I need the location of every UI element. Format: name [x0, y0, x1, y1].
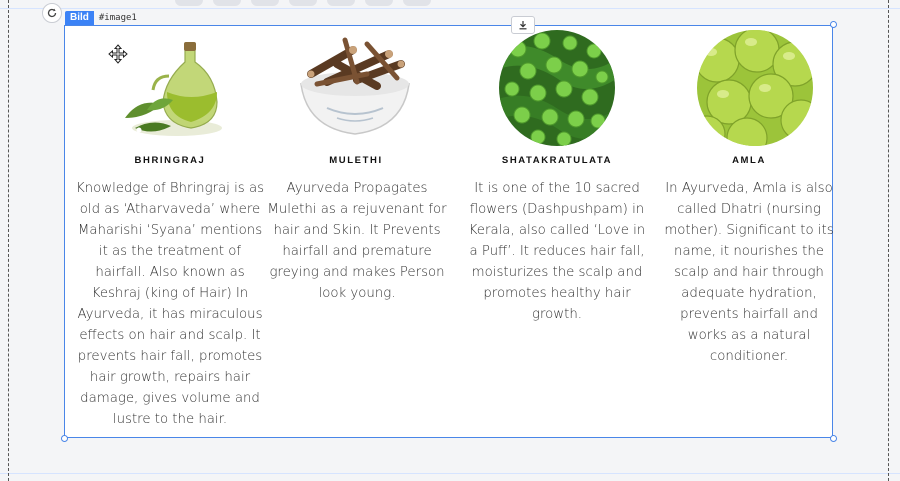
herb-title-shatakratulata: SHATAKRATULATA	[501, 155, 613, 166]
resize-handle-top-right[interactable]	[830, 21, 837, 28]
rotate-icon	[46, 7, 58, 19]
left-guide-line	[8, 0, 9, 481]
top-guide-line	[0, 8, 900, 9]
move-icon[interactable]	[108, 44, 128, 64]
amla-fruit-image	[697, 30, 813, 146]
top-placeholder-strip	[175, 0, 431, 6]
herb-title-amla: AMLA	[732, 155, 766, 166]
mulethi-root-image	[297, 34, 413, 144]
shatakratulata-berries-image	[498, 29, 616, 147]
herb-description-shatakratulata: It is one of the 10 sacred flowers (Dashpushpam) in Kerala, also called ‘Love in a Puff’. It reduces hair fall, moisturizes the scalp and promotes healthy hair growth.	[468, 181, 646, 322]
download-icon	[518, 20, 528, 30]
resize-handle-bottom-left[interactable]	[61, 435, 68, 442]
herb-description-bhringraj: Knowledge of Bhringraj is as old as ‘Atharvaveda’ where Maharishi ‘Syana’ mentions it as the treatment of hairfall. Also known as Keshraj (king of Hair) In Ayurveda, it has miraculous effects on hair and scalp. It prevents hair fall, promotes hair growth, repairs hair damage, gives volume and lustre to the hair.	[75, 181, 265, 427]
selected-image-frame[interactable]	[64, 25, 833, 438]
bhringraj-oil-image	[117, 36, 227, 146]
element-tag[interactable]	[65, 11, 137, 25]
element-type-label: Bild	[65, 11, 94, 25]
download-button[interactable]	[511, 16, 535, 34]
right-guide-line	[888, 0, 889, 481]
resize-handle-bottom-right[interactable]	[830, 435, 837, 442]
herb-title-bhringraj: BHRINGRAJ	[134, 155, 206, 166]
bottom-guide-line	[0, 473, 900, 474]
herb-title-mulethi: MULETHI	[329, 155, 383, 166]
herb-description-amla: In Ayurveda, Amla is also called Dhatri (nursing mother). Significant to its name, it nourishes the scalp and hair through adequate hydration, prevents hairfall and works as a natural conditioner.	[664, 181, 834, 364]
rotate-button[interactable]	[42, 3, 62, 23]
element-id-label: #image1	[98, 13, 137, 23]
herb-description-mulethi: Ayurveda Propagates Mulethi as a rejuvenant for hair and Skin. It Prevents hairfall and premature greying and makes Person look young.	[267, 181, 447, 301]
